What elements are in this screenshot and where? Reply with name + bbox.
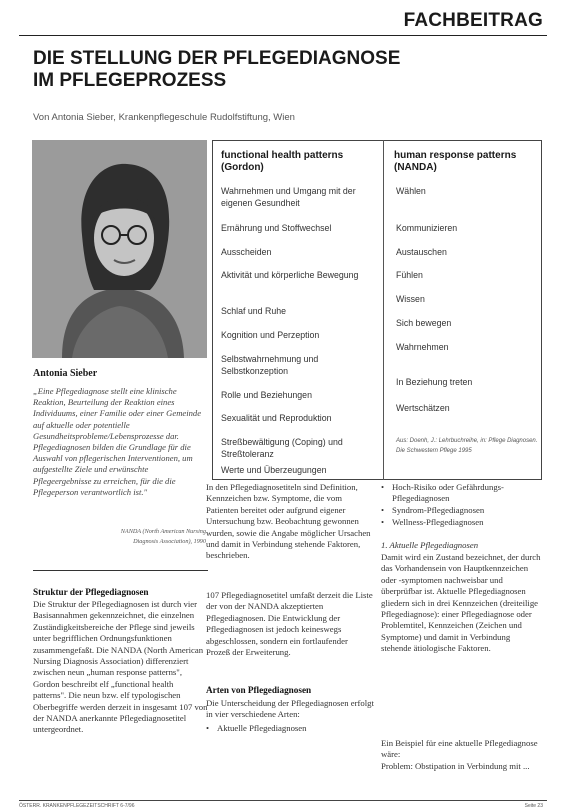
nanda-pattern-item: Wahrnehmen bbox=[396, 342, 449, 352]
gordon-pattern-item: Ausscheiden bbox=[221, 247, 272, 257]
nanda-pattern-item: Wissen bbox=[396, 294, 425, 304]
diagnosis-type-bullet: • Hoch-Risiko oder Gefährdungs-Pflegediagnosen bbox=[381, 482, 541, 504]
quote-source bbox=[33, 527, 206, 547]
page-title bbox=[33, 48, 513, 92]
column3-paragraph-1: Damit wird ein Zustand bezeichnet, der durch das Vorhandensein von Hauptkennzeichen oder -symptomen nachweisbar und überprüfbar ist. Aktuelle Pflegediagnosen gliedern sich in drei Kennzeichen (dreiteilige Pflegediagnose): einer Pflegediagnose oder Problemtitel, Kennzeichen (Zeichen und Symptome) und damit in Verbindung stehende ätiologische Faktoren. bbox=[381, 552, 541, 654]
footer-page-number: Seite 23 bbox=[524, 803, 543, 808]
column2-paragraph-1: In den Pflegediagnosetiteln sind Definition, Kennzeichen bzw. Symptome, die vom Patienten bereitet oder aufgrund eigener Untersuchung bzw. Beobachtung gewonnen wurden, sowie die Angabe möglicher Ursachen und damit in Verbindung stehende Faktoren, beschrieben. bbox=[206, 482, 371, 561]
table-source: Aus: Doenh, J.: Lehrbuchreihe, in: Pflege Diagnosen. Die Schwestern Pflege 1995 bbox=[396, 438, 538, 454]
author-portrait-image bbox=[32, 140, 207, 358]
structure-paragraph: Die Struktur der Pflegediagnosen ist durch vier Basisannahmen gekennzeichnet, die einzelnen Zuständigkeitsbereiche der Pflege sind jeweils unter begrifflichen Ordnungsfunktionen zusammengefaßt. Die NANDA (North American Nursing Diagnosis Association) differenziert zwischen neun „human response patterns", Gordon beschreibt elf „functional health patterns". Die neun bzw. elf typologischen Oberbegriffe werden derzeit in insgesamt 107 von der NANDA anerkannte Pflegediagnosetitel untergeordnet. bbox=[33, 599, 208, 735]
title-line-2: IM PFLEGEPROZESS bbox=[33, 70, 227, 91]
footer-journal: ÖSTERR. KRANKENPFLEGEZEITSCHRIFT 6-7/96 bbox=[19, 803, 135, 808]
column2-paragraph-3: Die Unterscheidung der Pflegediagnosen erfolgt in vier verschiedene Arten: bbox=[206, 698, 374, 720]
gordon-pattern-item: Rolle und Beziehungen bbox=[221, 390, 312, 400]
gordon-pattern-item: Aktivität und körperliche Bewegung bbox=[221, 270, 359, 280]
gordon-pattern-item: Werte und Überzeugungen bbox=[221, 465, 327, 475]
column3-paragraph-3: Problem: Obstipation in Verbindung mit ... bbox=[381, 761, 530, 771]
nanda-pattern-item: Wählen bbox=[396, 186, 426, 196]
gordon-pattern-item: Ernährung und Stoffwechsel bbox=[221, 223, 332, 233]
table-column-divider bbox=[383, 140, 384, 480]
author-photo bbox=[32, 140, 207, 358]
nanda-column-header: human response patterns (NANDA) bbox=[394, 150, 517, 173]
quote-source-line-1: NANDA (North American Nursing bbox=[120, 528, 206, 535]
section-heading-structure: Struktur der Pflegediagnosen bbox=[33, 587, 149, 597]
diagnosis-type-bullet: • Wellness-Pflegediagnosen bbox=[381, 517, 541, 528]
gordon-pattern-item: Streßbewältigung (Coping) und Streßtoleranz bbox=[221, 437, 343, 459]
actual-diagnosis-subhead: 1. Aktuelle Pflegediagnosen bbox=[381, 540, 479, 550]
section-heading-types: Arten von Pflegediagnosen bbox=[206, 685, 312, 695]
column3-paragraph-2: Ein Beispiel für eine aktuelle Pflegediagnose wäre: bbox=[381, 738, 538, 760]
diagnosis-type-bullet: • Syndrom-Pflegediagnosen bbox=[381, 505, 541, 516]
gordon-pattern-item: Kognition und Perzeption bbox=[221, 330, 320, 340]
nanda-pattern-item: Fühlen bbox=[396, 270, 423, 280]
nanda-pattern-item: Austauschen bbox=[396, 247, 447, 257]
nanda-quote: „Eine Pflegediagnose stellt eine klinische Reaktion, Beurteilung der Reaktion eines Individuums, einer Familie oder einer Gemeinde auf aktuelle oder potentielle Gesundheitsprobleme/Lebensprozesse dar. Pflegediagnosen bilden die Grundlage für die Auswahl von pflegerischen Interventionen, um aufgestellte Ziele und erwünschte Pflegeergebnisse zu erreichen, für die die Pflegeperson verantwortlich ist." bbox=[33, 386, 202, 497]
quote-source-line-2: Diagnosis Association), 1990 bbox=[133, 538, 206, 545]
nanda-pattern-item: Wertschätzen bbox=[396, 403, 450, 413]
gordon-pattern-item: Wahrnehmen und Umgang mit der eigenen Gesundheit bbox=[221, 186, 356, 208]
diagnosis-type-bullet: • Aktuelle Pflegediagnosen bbox=[206, 723, 374, 734]
gordon-pattern-item: Sexualität und Reproduktion bbox=[221, 413, 332, 423]
bottom-rule bbox=[19, 800, 547, 801]
gordon-column-header: functional health patterns (Gordon) bbox=[221, 150, 344, 173]
quote-rule bbox=[33, 570, 208, 571]
title-line-1: DIE STELLUNG DER PFLEGEDIAGNOSE bbox=[33, 48, 401, 69]
gordon-pattern-item: Selbstwahrnehmung und Selbstkonzeption bbox=[221, 354, 319, 376]
column2-paragraph-2: 107 Pflegediagnosetitel umfaßt derzeit die Liste der von der NANDA akzeptierten Pflegediagnosen. Die Entwicklung der Pflegediagnosen ist jedoch keineswegs abgeschlossen, sondern ein fortlaufender Prozeß der Erweiterung. bbox=[206, 590, 373, 658]
byline: Von Antonia Sieber, Krankenpflegeschule Rudolfstiftung, Wien bbox=[33, 112, 295, 123]
nanda-pattern-item: Sich bewegen bbox=[396, 318, 452, 328]
nanda-pattern-item: Kommunizieren bbox=[396, 223, 458, 233]
gordon-pattern-item: Schlaf und Ruhe bbox=[221, 306, 287, 316]
section-label: FACHBEITRAG bbox=[403, 10, 543, 31]
author-name: Antonia Sieber bbox=[33, 368, 98, 379]
nanda-pattern-item: In Beziehung treten bbox=[396, 377, 473, 387]
top-rule bbox=[19, 35, 547, 36]
